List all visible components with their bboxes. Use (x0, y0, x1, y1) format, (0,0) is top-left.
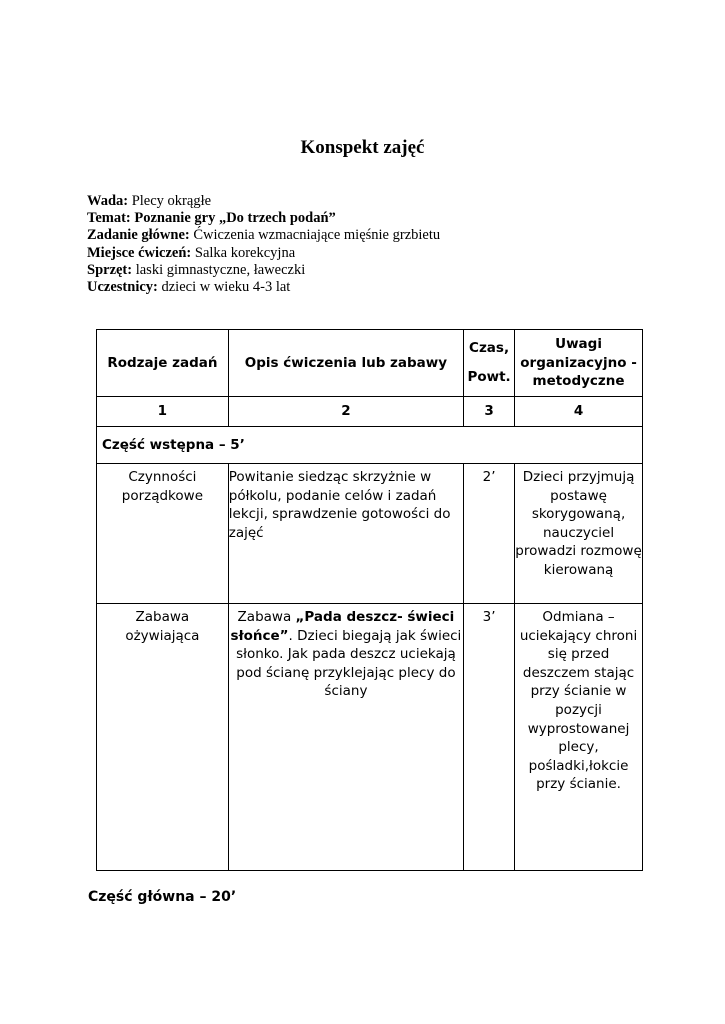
table-header-row (97, 330, 643, 397)
col-number-3: 3 (464, 397, 515, 427)
meta-uczestnicy: Uczestnicy: dzieci w wieku 4-3 lat (87, 279, 291, 296)
section-heading-main: Część główna – 20’ (88, 889, 237, 905)
lesson-table (96, 329, 643, 871)
col-number-2: 2 (228, 397, 463, 427)
header-czas-bottom: Powt. (467, 369, 511, 385)
meta-wada: Wada: Plecy okrągłe (87, 193, 212, 209)
meta-zadanie: Zadanie główne: Ćwiczenia wzmacniające mięśnie grzbietu (87, 227, 441, 244)
description-cell: Powitanie siedząc skrzyżnie w półkolu, podanie celów i zadań lekcji, sprawdzenie gotowości do zajęć (228, 464, 463, 604)
meta-miejsce: Miejsce ćwiczeń: Salka korekcyjna (87, 244, 296, 261)
col-number-4: 4 (515, 397, 643, 427)
page-title: Konspekt zajęć (300, 137, 425, 158)
lesson-meta (87, 193, 440, 296)
header-uwagi: Uwagi organizacyjno - metodyczne (515, 330, 643, 397)
header-czas (464, 330, 515, 397)
col-number-1: 1 (97, 397, 229, 427)
task-cell: Czynności porządkowe (97, 464, 229, 604)
table-row (97, 604, 643, 871)
section-title: Część wstępna – 5’ (97, 427, 643, 464)
task-cell: Zabawa ożywiająca (97, 604, 229, 871)
header-opis: Opis ćwiczenia lub zabawy (228, 330, 463, 397)
meta-temat: Temat: Poznanie gry „Do trzech podań” (87, 210, 336, 227)
section-row (97, 427, 643, 464)
table-number-row (97, 397, 643, 427)
game-name: „Pada deszcz- świeci słońce” (230, 609, 455, 644)
time-cell: 2’ (464, 464, 515, 604)
header-czas-top: Czas, (469, 340, 510, 357)
time-cell: 3’ (464, 604, 515, 871)
meta-sprzet: Sprzęt: laski gimnastyczne, ławeczki (87, 261, 306, 278)
notes-cell: Dzieci przyjmują postawę skorygowaną, nauczyciel prowadzi rozmowę kierowaną (515, 464, 643, 604)
description-cell: Zabawa „Pada deszcz- świeci słońce”. Dzieci biegają jak świeci słonko. Jak pada deszcz uciekają pod ścianę przyklejając plecy do ściany (228, 604, 463, 871)
notes-cell: Odmiana – uciekający chroni się przed deszczem stając przy ścianie w pozycji wyprostowanej plecy, pośladki,łokcie przy ścianie. (515, 604, 643, 871)
header-rodzaje: Rodzaje zadań (97, 330, 229, 397)
table-row (97, 464, 643, 604)
